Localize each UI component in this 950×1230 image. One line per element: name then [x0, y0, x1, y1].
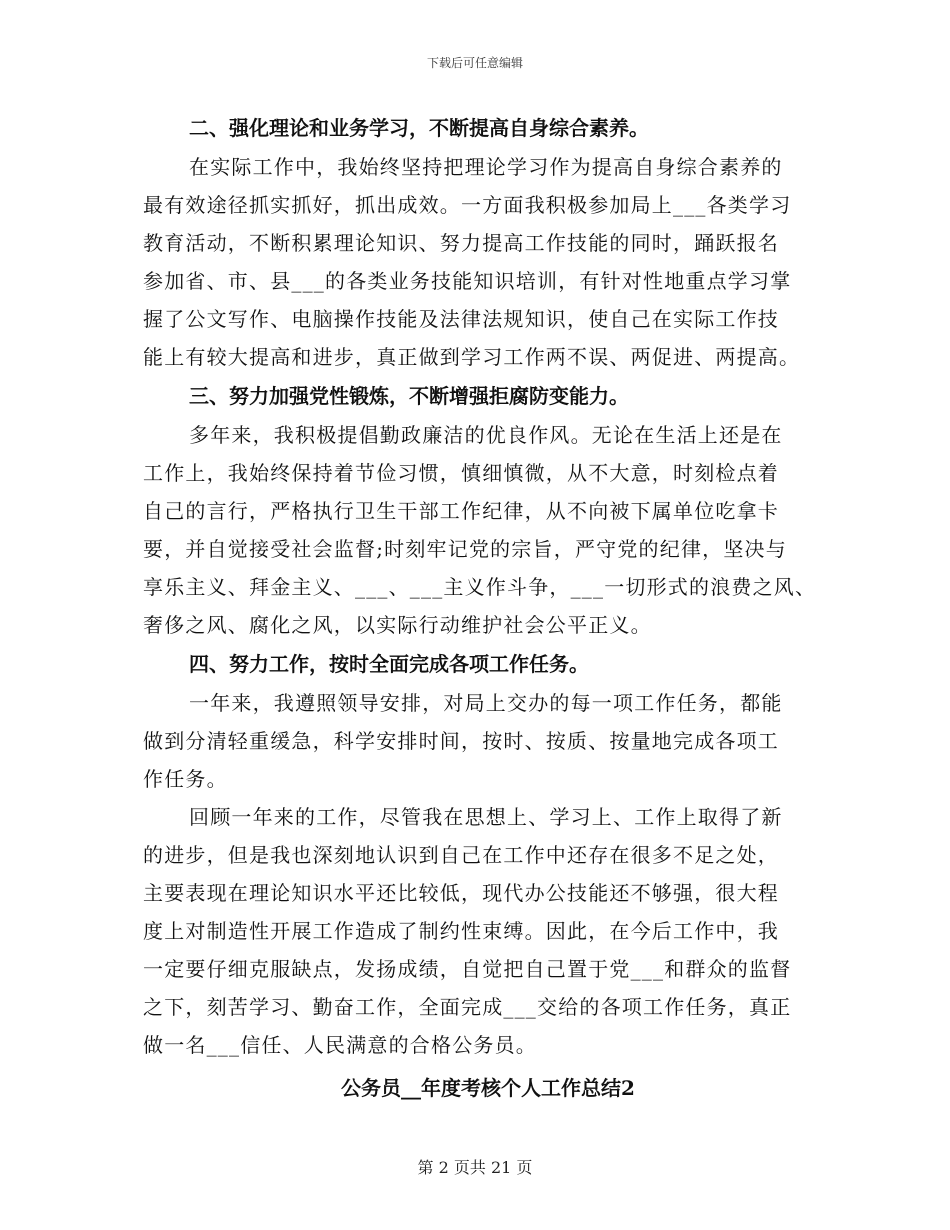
paragraph [143, 148, 833, 376]
paragraph-line: 能上有较大提高和进步，真正做到学习工作两不误、两促进、两提高。 [143, 345, 801, 369]
paragraph-line: 度上对制造性开展工作造成了制约性束缚。因此，在今后工作中，我 [143, 919, 779, 943]
paragraph [143, 416, 833, 644]
paragraph-line: 奢侈之风、腐化之风，以实际行动维护社会公平正义。 [143, 613, 652, 637]
page-number-footer: 第 2 页共 21 页 [417, 1158, 533, 1177]
document-body [143, 108, 833, 1110]
section-heading: 三、努力加强党性锻炼，不断增强拒腐防变能力。 [189, 384, 629, 408]
paragraph-line: 多年来，我积极提倡勤政廉洁的优良作风。无论在生活上还是在 [189, 423, 783, 447]
paragraph-line: 回顾一年来的工作，尽管我在思想上、学习上、工作上取得了新 [189, 805, 783, 829]
paragraph-line: 的进步，但是我也深刻地认识到自己在工作中还存在很多不足之处， [143, 843, 779, 867]
header-note: 下载后可任意编辑 [426, 56, 523, 70]
paragraph-line: 一定要仔细克服缺点，发扬成绩，自觉把自己置于党___和群众的监督 [143, 957, 792, 981]
paragraph-line: 做一名___信任、人民满意的合格公务员。 [143, 1033, 537, 1057]
section-heading: 二、强化理论和业务学习，不断提高自身综合素养。 [189, 116, 649, 140]
paragraph-line: 工作上，我始终保持着节俭习惯，慎细慎微，从不大意，时刻检点着 [143, 461, 779, 485]
paragraph-line: 在实际工作中，我始终坚持把理论学习作为提高自身综合素养的 [189, 155, 783, 179]
paragraph-line: 最有效途径抓实抓好，抓出成效。一方面我积极参加局上___各类学习 [143, 193, 792, 217]
paragraph [143, 684, 833, 798]
paragraph-line: 之下，刻苦学习、勤奋工作，全面完成___交给的各项工作任务，真正 [143, 995, 792, 1019]
paragraph-line: 握了公文写作、电脑操作技能及法律法规知识，使自己在实际工作技 [143, 307, 779, 331]
paragraph-line: 享乐主义、拜金主义、___、___主义作斗争，___一切形式的浪费之风、 [143, 575, 817, 599]
paragraph-line: 做到分清轻重缓急，科学安排时间，按时、按质、按量地完成各项工 [143, 729, 779, 753]
paragraph-line: 参加省、市、县___的各类业务技能知识培训，有针对性地重点学习掌 [143, 269, 792, 293]
paragraph-line: 一年来，我遵照领导安排，对局上交办的每一项工作任务，都能 [189, 691, 783, 715]
paragraph-line: 主要表现在理论知识水平还比较低，现代办公技能还不够强，很大程 [143, 881, 779, 905]
paragraph-line: 作任务。 [143, 767, 228, 791]
next-document-title: 公务员__年度考核个人工作总结2 [341, 1076, 635, 1100]
paragraph [143, 798, 833, 1064]
paragraph-line: 教育活动，不断积累理论知识、努力提高工作技能的同时，踊跃报名 [143, 231, 779, 255]
paragraph-line: 自己的言行，严格执行卫生干部工作纪律，从不向被下属单位吃拿卡 [143, 499, 779, 523]
section-heading: 四、努力工作，按时全面完成各项工作任务。 [189, 652, 589, 676]
paragraph-line: 要，并自觉接受社会监督;时刻牢记党的宗旨，严守党的纪律，坚决与 [143, 537, 787, 561]
